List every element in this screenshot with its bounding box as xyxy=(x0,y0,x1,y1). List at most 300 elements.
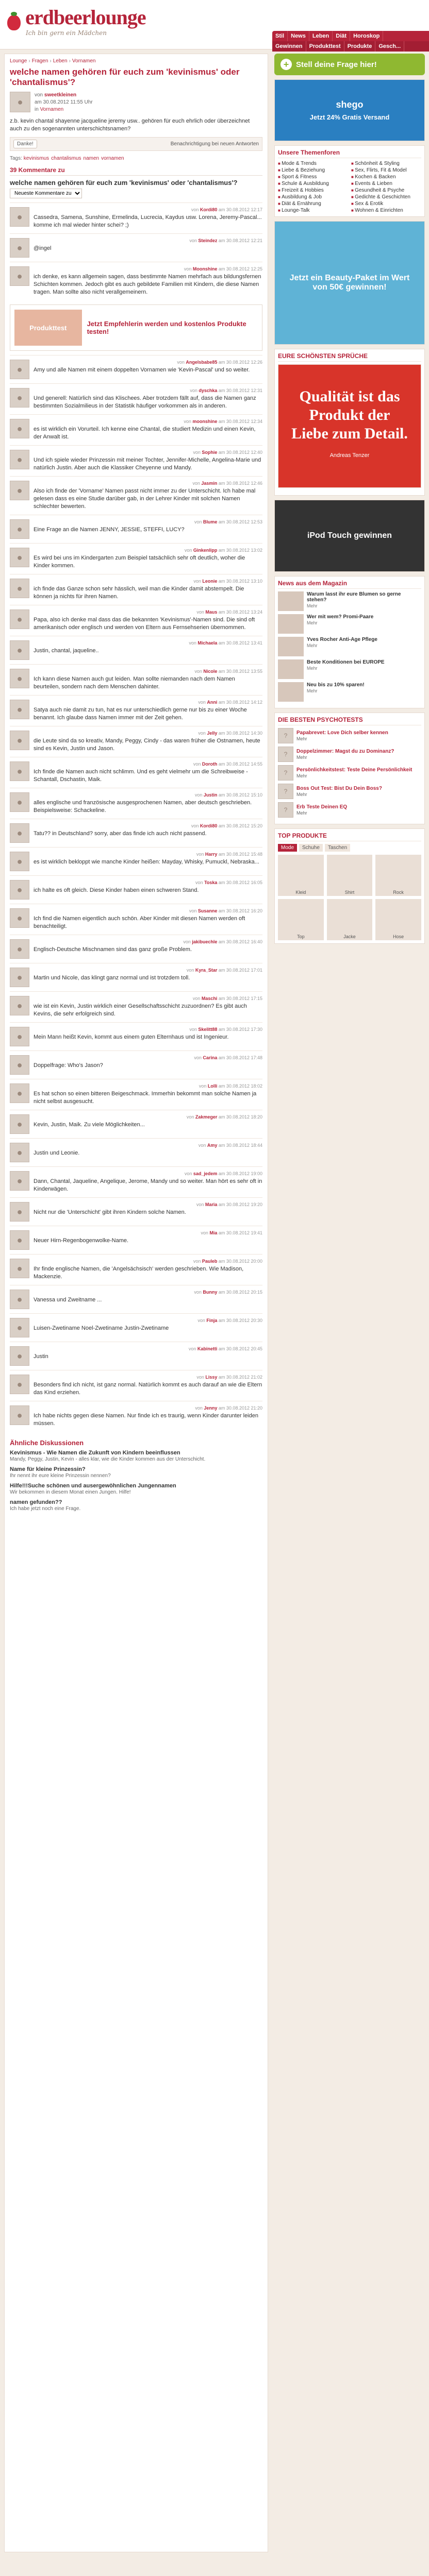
product-tab[interactable]: Mode xyxy=(278,844,297,852)
comment-date: am 30.08.2012 16:20 xyxy=(218,908,262,913)
theme-link[interactable]: ■ Kochen & Backen xyxy=(351,174,421,180)
news-item-more[interactable]: Mehr xyxy=(307,620,318,625)
psychotest-thumbnail: ? xyxy=(278,802,293,818)
comment-author[interactable]: Lissy xyxy=(205,1375,218,1380)
product-tab[interactable]: Taschen xyxy=(325,844,350,852)
tag-link[interactable]: kevinismus xyxy=(23,156,50,161)
main-content xyxy=(4,54,268,2552)
comment-body xyxy=(34,419,262,441)
comment xyxy=(10,1401,262,1432)
comment-date: am 30.08.2012 20:00 xyxy=(218,1259,262,1264)
product-item[interactable]: Hose xyxy=(375,899,421,940)
theme-link[interactable]: ■ Schule & Ausbildung xyxy=(278,181,348,187)
comment xyxy=(10,1022,262,1050)
comment-body xyxy=(34,1375,262,1397)
comment xyxy=(10,543,262,574)
author-name[interactable]: sweetkleinen xyxy=(44,92,77,98)
comment-author[interactable]: Justin xyxy=(203,792,218,798)
theme-link[interactable]: ■ Gesundheit & Psyche xyxy=(351,188,421,193)
comment-author[interactable]: Lolli xyxy=(207,1083,218,1089)
inline-ad-image: Produkttest xyxy=(14,310,82,346)
similar-item[interactable] xyxy=(10,1483,262,1495)
comment-text: Ich find die Namen eigentlich auch schön. Aber Kinder mit diesen Namen werden oft benachteiligt. xyxy=(34,916,245,929)
breadcrumb-item[interactable]: Vornamen xyxy=(72,58,96,64)
ipod-ad[interactable] xyxy=(274,500,425,572)
comment-body xyxy=(34,238,262,258)
notify-text[interactable]: Benachrichtigung bei neuen Antworten xyxy=(170,141,259,147)
comments-list xyxy=(10,202,262,1432)
news-item-more[interactable]: Mehr xyxy=(307,666,318,671)
news-item-more[interactable]: Mehr xyxy=(307,603,318,608)
psychotest-title[interactable]: Erb Teste Deinen EQ xyxy=(296,804,348,810)
news-thumbnail xyxy=(278,591,304,611)
comment-author[interactable]: Anni xyxy=(207,700,218,705)
top-navigation xyxy=(272,31,429,52)
comment-date: am 30.08.2012 17:15 xyxy=(218,996,262,1001)
comment-body xyxy=(34,1259,262,1281)
comment-meta: von Ginkenlipp am 30.08.2012 13:02 xyxy=(184,548,262,553)
news-text xyxy=(307,637,377,656)
avatar[interactable]: ● xyxy=(10,579,29,598)
question-text: z.b. kevin chantal shayenne jacqueline jeremy usw.. gehören für euch ehrlich oder überzeichnet auch zu den sogenannten unterschichtsnamen? xyxy=(10,118,250,132)
products-title: TOP PRODUKTE xyxy=(278,832,421,841)
news-item[interactable] xyxy=(278,637,421,656)
comment-author[interactable]: Nicole xyxy=(203,669,218,674)
comment-author[interactable]: Finja xyxy=(206,1318,218,1323)
sidebar xyxy=(274,54,425,948)
comment-text: Vanessa und Zweitname ... xyxy=(34,1297,102,1303)
comment-author[interactable]: Susanne xyxy=(197,908,218,913)
quote-box xyxy=(274,349,425,496)
psychotest-more[interactable]: Mehr xyxy=(296,754,307,760)
news-item[interactable] xyxy=(278,614,421,634)
psychotest-item[interactable] xyxy=(278,784,421,799)
avatar[interactable]: ● xyxy=(10,450,29,469)
avatar[interactable]: ● xyxy=(10,1143,29,1162)
comment-text: alles englische und französische ausgesprochenen Namen, aber deutsch geschrieben. Beispielsweise: Schackeline. xyxy=(34,800,252,814)
comment-author[interactable]: Kabinetti xyxy=(197,1346,218,1351)
avatar[interactable]: ● xyxy=(10,1027,29,1046)
comment xyxy=(10,574,262,605)
comment-date: am 30.08.2012 12:26 xyxy=(218,360,262,365)
theme-link[interactable]: ■ Wohnen & Einrichten xyxy=(351,208,421,213)
similar-item-title[interactable]: Hilfe!!!Suche schönen und ausergewöhnlichen Jungennamen xyxy=(10,1483,176,1489)
similar-item-title[interactable]: Kevinismus - Wie Namen die Zukunft von Kindern beeinflussen xyxy=(10,1450,180,1456)
avatar[interactable]: ● xyxy=(10,1346,29,1366)
product-item[interactable]: Rock xyxy=(375,855,421,896)
comment-author[interactable]: Zakmeger xyxy=(195,1114,218,1120)
psychotest-item[interactable] xyxy=(278,728,421,743)
comment-author[interactable]: Carina xyxy=(203,1055,218,1060)
avatar[interactable]: ● xyxy=(10,207,29,227)
nav-item[interactable]: Gesch... xyxy=(375,41,404,52)
comment-body xyxy=(34,880,262,900)
comment-author[interactable]: dyschka xyxy=(199,388,218,393)
comment-author[interactable]: Jelly xyxy=(207,731,218,736)
comment-meta: von Kyra_Star am 30.08.2012 17:01 xyxy=(186,968,262,973)
similar-item[interactable] xyxy=(10,1450,262,1462)
comment-meta: von Kordi80 am 30.08.2012 15:20 xyxy=(191,823,262,828)
avatar[interactable]: ● xyxy=(10,792,29,812)
news-item-title[interactable]: Wer mit wem? Promi-Paare xyxy=(307,614,374,620)
comment-body xyxy=(34,700,262,722)
product-item[interactable]: Top xyxy=(278,899,324,940)
news-item-title[interactable]: Beste Konditionen bei EUROPE xyxy=(307,659,385,665)
ask-question-button[interactable] xyxy=(274,54,425,75)
avatar[interactable]: ● xyxy=(10,1171,29,1191)
comment-date: am 30.08.2012 15:20 xyxy=(218,823,262,828)
avatar[interactable]: ● xyxy=(10,360,29,379)
avatar[interactable]: ● xyxy=(10,1318,29,1337)
comment-date: am 30.08.2012 17:30 xyxy=(218,1027,262,1032)
similar-item-text: Ich habe jetzt noch eine Frage. xyxy=(10,1506,81,1512)
comment-body xyxy=(34,792,262,815)
comment-author[interactable]: jakibuechle xyxy=(192,939,218,944)
comment-author[interactable]: Steindez xyxy=(198,238,218,243)
comment xyxy=(10,1079,262,1110)
comment-body xyxy=(34,388,262,410)
comment-body xyxy=(34,640,262,660)
avatar[interactable]: ● xyxy=(10,419,29,438)
comment-author[interactable]: Ginkenlipp xyxy=(193,548,218,553)
comment-author[interactable]: Angelsbabe85 xyxy=(186,360,218,365)
similar-discussions xyxy=(10,1439,262,1512)
inline-ad[interactable] xyxy=(10,304,262,351)
comment-date: am 30.08.2012 14:30 xyxy=(218,731,262,736)
shop-ad[interactable] xyxy=(274,79,425,141)
comment-text: Ihr finde englische Namen, die 'Angelsächsisch' werden geschrieben. Wie Madison, Mackenzie. xyxy=(34,1266,244,1280)
comment-meta: von Doroth am 30.08.2012 14:55 xyxy=(193,761,262,767)
comment-text: Mein Mann heißt Kevin, kommt aus einem guten Elternhaus und ist Ingenieur. xyxy=(34,1034,229,1040)
comment-author[interactable]: Moonshine xyxy=(192,266,218,272)
comment-date: am 30.08.2012 12:21 xyxy=(218,238,262,243)
comment xyxy=(10,788,262,819)
psychotest-item[interactable] xyxy=(278,765,421,781)
comment-text: Also ich finde der 'Vorname' Namen passt nicht immer zu der Unterschicht. Ich habe mal gelesen dass es eine Studie darüber gab, in der Lehrer Kinder mit solchen Namen schlechter bewerten. xyxy=(34,488,256,510)
comment-meta: von Lolli am 30.08.2012 18:02 xyxy=(199,1083,262,1089)
comment-date: am 30.08.2012 13:10 xyxy=(218,579,262,584)
comment-author[interactable]: Kyra_Star xyxy=(195,968,218,973)
shop-ad-label: shego xyxy=(336,99,364,110)
comment-author[interactable]: Kordi80 xyxy=(200,207,218,212)
comment-text: Justin und Leonie. xyxy=(34,1150,80,1156)
category-line: in Vornamen xyxy=(35,107,64,112)
comment-author[interactable]: Kordi80 xyxy=(200,823,218,828)
avatar[interactable]: ● xyxy=(10,761,29,781)
avatar[interactable]: ● xyxy=(10,481,29,500)
product-tab[interactable]: Schuhe xyxy=(299,844,323,852)
comment-text: Es wird bei uns im Kindergarten zum Beispiel tatsächlich sehr oft deutlich, woher die Kinder kommen. xyxy=(34,555,245,569)
comment-author[interactable]: Bunny xyxy=(203,1290,218,1295)
avatar[interactable]: ● xyxy=(10,1114,29,1134)
comment-date: am 30.08.2012 17:01 xyxy=(218,968,262,973)
comment-meta: von Lissy am 30.08.2012 21:02 xyxy=(196,1375,262,1380)
comment-body xyxy=(34,731,262,753)
comment-body xyxy=(34,1114,262,1134)
comment-date: am 30.08.2012 20:30 xyxy=(218,1318,262,1323)
comment-date: am 30.08.2012 16:05 xyxy=(218,880,262,885)
psychotest-title[interactable]: Papabrevet: Love Dich selber kennen xyxy=(296,730,388,736)
comment-text: Eine Frage an die Namen JENNY, JESSIE, STEFFI, LUCY? xyxy=(34,527,185,533)
comment-text: Neuer Hirn-Regenbogenwolke-Name. xyxy=(34,1238,129,1244)
action-bar xyxy=(10,137,262,151)
comment-author[interactable]: Maschi xyxy=(201,996,218,1001)
avatar[interactable]: ● xyxy=(10,640,29,660)
theme-link[interactable]: ■ Lounge-Talk xyxy=(278,208,348,213)
avatar[interactable]: ● xyxy=(10,238,29,258)
theme-link[interactable]: ■ Freizeit & Hobbies xyxy=(278,188,348,193)
nav-item[interactable]: Leben xyxy=(309,31,333,41)
psychotest-item[interactable] xyxy=(278,747,421,762)
comment-meta: von Pauleb am 30.08.2012 20:00 xyxy=(193,1259,262,1264)
logo[interactable] xyxy=(7,5,146,37)
news-text xyxy=(307,614,373,634)
nav-item[interactable]: News xyxy=(288,31,309,41)
comment-author[interactable]: sad_jedem xyxy=(193,1171,218,1176)
category-link[interactable]: Vornamen xyxy=(40,107,64,112)
comment-date: am 30.08.2012 19:00 xyxy=(218,1171,262,1176)
avatar[interactable]: ● xyxy=(10,1083,29,1103)
psychotest-more[interactable]: Mehr xyxy=(296,791,307,797)
comment-date: am 30.08.2012 18:44 xyxy=(218,1143,262,1148)
comment-body xyxy=(34,579,262,601)
comment-date: am 30.08.2012 17:48 xyxy=(218,1055,262,1060)
comment-author[interactable]: Sophie xyxy=(202,450,218,455)
comment-author[interactable]: Michaela xyxy=(197,640,218,646)
similar-item-title[interactable]: Name für kleine Prinzessin? xyxy=(10,1466,86,1472)
quote-author: Andreas Tenzer xyxy=(329,452,370,459)
psychotest-title[interactable]: Persönlichkeitstest: Teste Deine Persönlichkeit xyxy=(296,767,412,773)
comment xyxy=(10,262,262,300)
thanks-button[interactable]: Danke! xyxy=(13,140,37,148)
avatar[interactable]: ● xyxy=(10,968,29,987)
news-item[interactable] xyxy=(278,591,421,611)
comment-text: @ingel xyxy=(34,245,52,251)
news-item-more[interactable]: Mehr xyxy=(307,688,318,693)
tag-link[interactable]: namen xyxy=(83,156,100,161)
answers-heading: welche namen gehören für euch zum 'kevinismus' oder 'chantalismus'? xyxy=(10,179,238,187)
product-item[interactable]: Shirt xyxy=(327,855,373,896)
comment xyxy=(10,963,262,991)
comment-body xyxy=(34,1083,262,1106)
news-item[interactable] xyxy=(278,682,421,702)
comment-date: am 30.08.2012 12:40 xyxy=(218,450,262,455)
comment-meta: von moonshine am 30.08.2012 12:34 xyxy=(184,419,262,424)
avatar[interactable]: ● xyxy=(10,519,29,539)
theme-link[interactable]: ■ Liebe & Beziehung xyxy=(278,167,348,173)
news-item-title[interactable]: Neu bis zu 10% sparen! xyxy=(307,682,365,688)
avatar[interactable]: ● xyxy=(10,1259,29,1278)
comment-body xyxy=(34,266,262,296)
avatar[interactable]: ● xyxy=(10,996,29,1015)
comment-text: ich halte es oft gleich. Diese Kinder haben einen schweren Stand. xyxy=(34,887,199,893)
comment-text: Englisch-Deutsche Mischnamen sind das ganz große Problem. xyxy=(34,946,192,953)
psychotest-title[interactable]: Boss Out Test: Bist Du Dein Boss? xyxy=(296,785,382,791)
nav-item[interactable]: Produkttest xyxy=(306,41,344,52)
avatar[interactable]: ● xyxy=(10,669,29,688)
comment-meta: von Skelitt88 am 30.08.2012 17:30 xyxy=(189,1027,262,1032)
answers-count: 39 Kommentare zu xyxy=(10,166,262,176)
psychotest-item[interactable] xyxy=(278,802,421,818)
tag-link[interactable]: chantalismus xyxy=(51,156,81,161)
comment-author[interactable]: Jasmin xyxy=(201,481,218,486)
psychotest-more[interactable]: Mehr xyxy=(296,810,307,816)
breadcrumb-item[interactable]: Leben xyxy=(53,58,68,64)
theme-link[interactable]: ■ Mode & Trends xyxy=(278,161,348,166)
breadcrumb-item[interactable]: Lounge xyxy=(10,58,27,64)
product-item[interactable]: Jacke xyxy=(327,899,373,940)
avatar[interactable]: ● xyxy=(10,1055,29,1075)
avatar[interactable]: ● xyxy=(10,880,29,900)
avatar[interactable]: ● xyxy=(10,908,29,928)
nav-item[interactable]: Horoskop xyxy=(350,31,383,41)
theme-link[interactable]: ■ Sex & Erotik xyxy=(351,201,421,207)
psychotest-more[interactable]: Mehr xyxy=(296,736,307,741)
beauty-ad[interactable] xyxy=(274,221,425,345)
breadcrumb-item[interactable]: Fragen xyxy=(31,58,48,64)
product-item[interactable]: Kleid xyxy=(278,855,324,896)
comment xyxy=(10,819,262,847)
comment-text: ich finde das Ganze schon sehr hässlich, weil man die Kinder damit abstempelt. Die können ja nichts für ihren Namen. xyxy=(34,586,244,600)
theme-link[interactable]: ■ Schönheit & Styling xyxy=(351,161,421,166)
comment-text: Ich kann diese Namen auch gut leiden. Man sollte niemanden nach dem Namen beurteilen, sondern nach dem Menschen dahinter. xyxy=(34,676,235,690)
comment xyxy=(10,991,262,1022)
theme-link[interactable]: ■ Sport & Fitness xyxy=(278,174,348,180)
psychotest-thumbnail: ? xyxy=(278,747,293,762)
comment xyxy=(10,1254,262,1285)
comment-author[interactable]: Doroth xyxy=(202,761,218,767)
comment-meta: von Kordi80 am 30.08.2012 12:17 xyxy=(191,207,262,212)
similar-item[interactable] xyxy=(10,1499,262,1512)
news-item[interactable] xyxy=(278,659,421,679)
nav-item[interactable]: Stil xyxy=(272,31,288,41)
comment xyxy=(10,233,262,262)
comment-text: es ist wirklich bekloppt wie manche Kinder heißen: Mayday, Whisky, Pumuckl, Nebraska... xyxy=(34,859,259,865)
tag-link[interactable]: vornamen xyxy=(101,156,124,161)
tagline: Ich bin gern ein Mädchen xyxy=(26,29,107,37)
similar-item-text: Wir bekommen in diesem Monat einen Jungen. Hilfe! xyxy=(10,1489,131,1495)
similar-item-text: Mandy, Peggy, Justin, Kevin - alles klar, wie die Kinder kommen aus der Unterschicht. xyxy=(10,1456,206,1462)
avatar[interactable]: ● xyxy=(10,609,29,629)
comment-body xyxy=(34,548,262,570)
comment-author[interactable]: Leonie xyxy=(202,579,218,584)
comment-author[interactable]: moonshine xyxy=(192,419,218,424)
comment-meta: von Maria am 30.08.2012 19:20 xyxy=(196,1202,262,1207)
sort-select[interactable] xyxy=(10,189,82,198)
author-line: von sweetkleinen xyxy=(35,92,77,98)
nav-item[interactable]: Gewinnen xyxy=(272,41,306,52)
comment-author[interactable]: Harry xyxy=(205,852,218,857)
avatar[interactable]: ● xyxy=(10,939,29,959)
avatar[interactable]: ● xyxy=(10,1202,29,1222)
comment-text: Es hat schon so einen bitteren Beigeschmack. Immerhin bekommt man solche Namen ja nicht selbst ausgesucht. xyxy=(34,1091,257,1105)
comment-author[interactable]: Jenny xyxy=(204,1405,218,1411)
psychotest-text xyxy=(296,804,347,816)
comment xyxy=(10,1197,262,1226)
comment-body xyxy=(34,996,262,1018)
comment-meta: von jakibuechle am 30.08.2012 16:40 xyxy=(183,939,262,944)
similar-item-title[interactable]: namen gefunden?? xyxy=(10,1499,62,1505)
avatar[interactable]: ● xyxy=(10,92,30,112)
comment-body xyxy=(34,450,262,472)
comment-author[interactable]: Toska xyxy=(204,880,218,885)
nav-item[interactable]: Diät xyxy=(333,31,350,41)
news-item-title[interactable]: Yves Rocher Anti-Age Pflege xyxy=(307,637,377,642)
comment-body xyxy=(34,1405,262,1428)
theme-link[interactable]: ■ Events & Lieben xyxy=(351,181,421,187)
comment-meta: von Finja am 30.08.2012 20:30 xyxy=(197,1318,262,1323)
sort-row xyxy=(10,189,262,198)
comment-body xyxy=(34,939,262,959)
news-item-title[interactable]: Warum lasst ihr eure Blumen so gerne stehen? xyxy=(307,591,401,603)
comment-author[interactable]: Blume xyxy=(203,519,218,524)
comment-meta: von dyschka am 30.08.2012 12:31 xyxy=(190,388,262,393)
comment-author[interactable]: Mia xyxy=(209,1230,218,1235)
comment-text: Ich habe nichts gegen diese Namen. Nur finde ich es traurig, wenn Kinder darunter leiden müssen. xyxy=(34,1413,258,1427)
comment-body xyxy=(34,1290,262,1309)
comment-author[interactable]: Maus xyxy=(205,609,218,615)
nav-item[interactable]: Produkte xyxy=(344,41,376,52)
comment-meta: von Moonshine am 30.08.2012 12:25 xyxy=(184,266,262,272)
avatar[interactable]: ● xyxy=(10,388,29,408)
comment-author[interactable]: Maria xyxy=(205,1202,218,1207)
avatar[interactable]: ● xyxy=(10,731,29,750)
psychotest-thumbnail: ? xyxy=(278,728,293,743)
avatar[interactable]: ● xyxy=(10,1405,29,1425)
avatar[interactable]: ● xyxy=(10,823,29,843)
comment-body xyxy=(34,609,262,632)
comment xyxy=(10,1226,262,1254)
breadcrumb-separator: › xyxy=(69,58,71,64)
date-line: am 30.08.2012 11:55 Uhr xyxy=(35,99,93,105)
comment-meta: von sad_jedem am 30.08.2012 19:00 xyxy=(184,1171,262,1176)
theme-link[interactable]: ■ Sex, Flirts, Fit & Model xyxy=(351,167,421,173)
products-box xyxy=(274,828,425,944)
avatar[interactable]: ● xyxy=(10,1230,29,1250)
psychotest-thumbnail: ? xyxy=(278,765,293,781)
themes-box xyxy=(274,145,425,217)
news-item-more[interactable]: Mehr xyxy=(307,643,318,648)
avatar[interactable]: ● xyxy=(10,1290,29,1309)
breadcrumb-separator: › xyxy=(28,58,30,64)
comment-text: die Leute sind da so kreativ, Mandy, Peggy, Cindy - das waren früher die Ostnamen, heute sind es Kevin, Justin und Jason. xyxy=(34,738,260,752)
psychotest-thumbnail: ? xyxy=(278,784,293,799)
question-title: welche namen gehören für euch zum 'kevinismus' oder 'chantalismus'? xyxy=(10,67,240,87)
avatar[interactable]: ● xyxy=(10,266,29,286)
avatar[interactable]: ● xyxy=(10,700,29,719)
comment-date: am 30.08.2012 12:34 xyxy=(218,419,262,424)
comment-meta: von Maus am 30.08.2012 13:24 xyxy=(196,609,262,615)
comment-author[interactable]: Pauleb xyxy=(202,1259,218,1264)
comment-author[interactable]: Skelitt88 xyxy=(198,1027,218,1032)
avatar[interactable]: ● xyxy=(10,1375,29,1394)
theme-link[interactable]: ■ Ausbildung & Job xyxy=(278,194,348,200)
comment-date: am 30.08.2012 14:55 xyxy=(218,761,262,767)
inline-ad-text: Jetzt Empfehlerin werden und kostenlos Produkte testen! xyxy=(87,320,246,335)
comment-date: am 30.08.2012 19:20 xyxy=(218,1202,262,1207)
avatar[interactable]: ● xyxy=(10,852,29,871)
psychotest-more[interactable]: Mehr xyxy=(296,773,307,778)
quote-title: EURE SCHÖNSTEN SPRÜCHE xyxy=(278,352,421,362)
avatar[interactable]: ● xyxy=(10,548,29,567)
strawberry-icon xyxy=(7,15,21,30)
comment-author[interactable]: Amy xyxy=(207,1143,218,1148)
comment-date: am 30.08.2012 12:25 xyxy=(218,266,262,272)
theme-link[interactable]: ■ Gedichte & Geschichten xyxy=(351,194,421,200)
psychotest-title[interactable]: Doppelzimmer: Magst du zu Dominanz? xyxy=(296,748,394,754)
similar-item[interactable] xyxy=(10,1466,262,1479)
theme-link[interactable]: ■ Diät & Ernährung xyxy=(278,201,348,207)
